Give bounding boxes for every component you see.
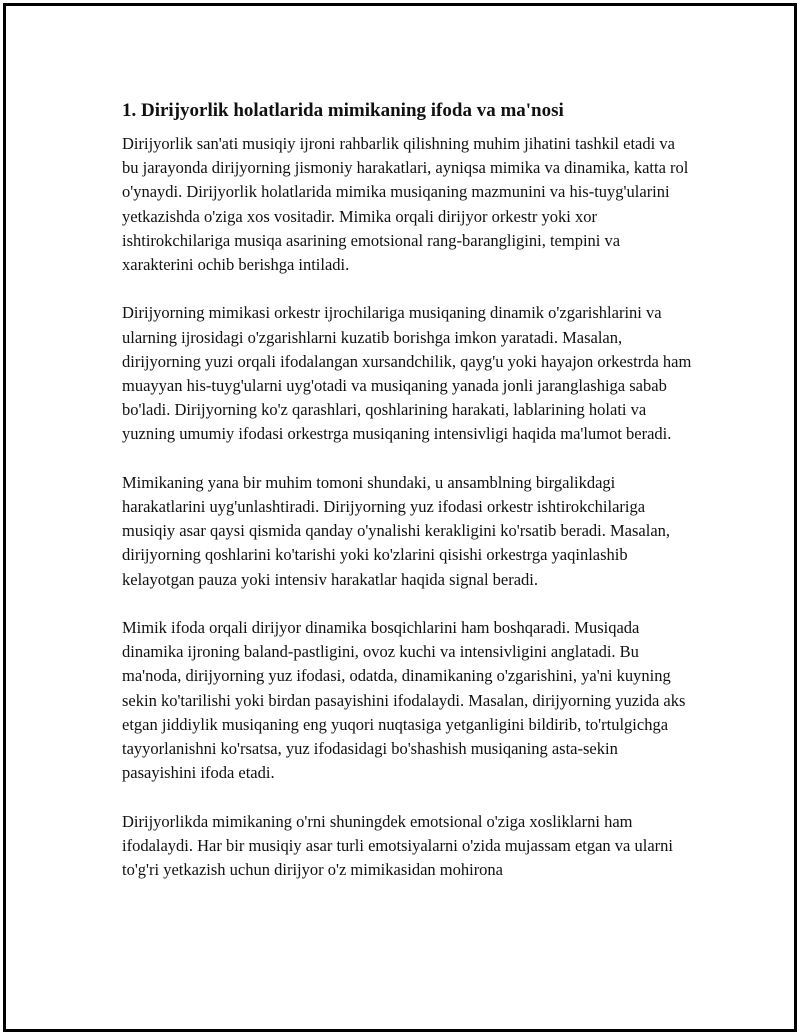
document-body	[122, 98, 694, 906]
paragraph-4: Mimik ifoda orqali dirijyor dinamika bosqichlarini ham boshqaradi. Musiqada dinamika ijroning baland-pastligini, ovoz kuchi va intensivligini anglatadi. Bu ma'noda, dirijyorning yuz ifodasi, odatda, dinamikaning o'zgarishini, ya'ni kuyning sekin ko'tarilishi yoki birdan pasayishini ifodalaydi. Masalan, dirijyorning yuzida aks etgan jiddiylik musiqaning eng yuqori nuqtasiga yetganligini bildirib, to'rtulgichga tayyorlanishni ko'rsatsa, yuz ifodasidagi bo'shashish musiqaning asta-sekin pasayishini ifoda etadi.	[122, 618, 686, 783]
section-heading: 1. Dirijyorlik holatlarida mimikaning ifoda va ma'nosi	[122, 100, 564, 121]
paragraph-1: Dirijyorlik san'ati musiqiy ijroni rahbarlik qilishning muhim jihatini tashkil etadi va bu jarayonda dirijyorning jismoniy harakatlari, ayniqsa mimika va dinamika, katta rol o'ynaydi. Dirijyorlik holatlarida mimika musiqaning mazmunini va his-tuyg'ularini yetkazishda o'ziga xos vositadir. Mimika orqali dirijyor orkestr yoki xor ishtirokchilariga musiqa asarining emotsional rang-barangligini, tempini va xarakterini ochib berishga intiladi.	[122, 134, 689, 275]
paragraph-5: Dirijyorlikda mimikaning o'rni shuningdek emotsional o'ziga xosliklarni ham ifodalaydi. Har bir musiqiy asar turli emotsiyalarni o'zida mujassam etgan va ularni to'g'ri yetkazish uchun dirijyor o'z mimikasidan mohirona	[122, 811, 673, 880]
paragraph-3: Mimikaning yana bir muhim tomoni shundaki, u ansamblning birgalikdagi harakatlarini uyg'unlashtiradi. Dirijyorning yuz ifodasi orkestr ishtirokchilariga musiqiy asar qaysi qismida qanday o'ynalishi kerakligini ko'rsatib beradi. Masalan, dirijyorning qoshlarini ko'tarishi yoki ko'zlarini qisishi orkestrga yaqinlashib kelayotgan pauza yoki intensiv harakatlar haqida signal beradi.	[122, 472, 671, 589]
paragraph-2: Dirijyorning mimikasi orkestr ijrochilariga musiqaning dinamik o'zgarishlarini va ularning ijrosidagi o'zgarishlarni kuzatib borishga imkon yaratadi. Masalan, dirijyorning yuzi orqali ifodalangan xursandchilik, qayg'u yoki hayajon orkestrda ham muayyan his-tuyg'ularni uyg'otadi va musiqaning yanada jonli jaranglashiga sabab bo'ladi. Dirijyorning ko'z qarashlari, qoshlarining harakati, lablarining holati va yuzning umumiy ifodasi orkestrga musiqaning intensivligi haqida ma'lumot beradi.	[122, 303, 692, 444]
page-frame	[3, 3, 797, 1032]
